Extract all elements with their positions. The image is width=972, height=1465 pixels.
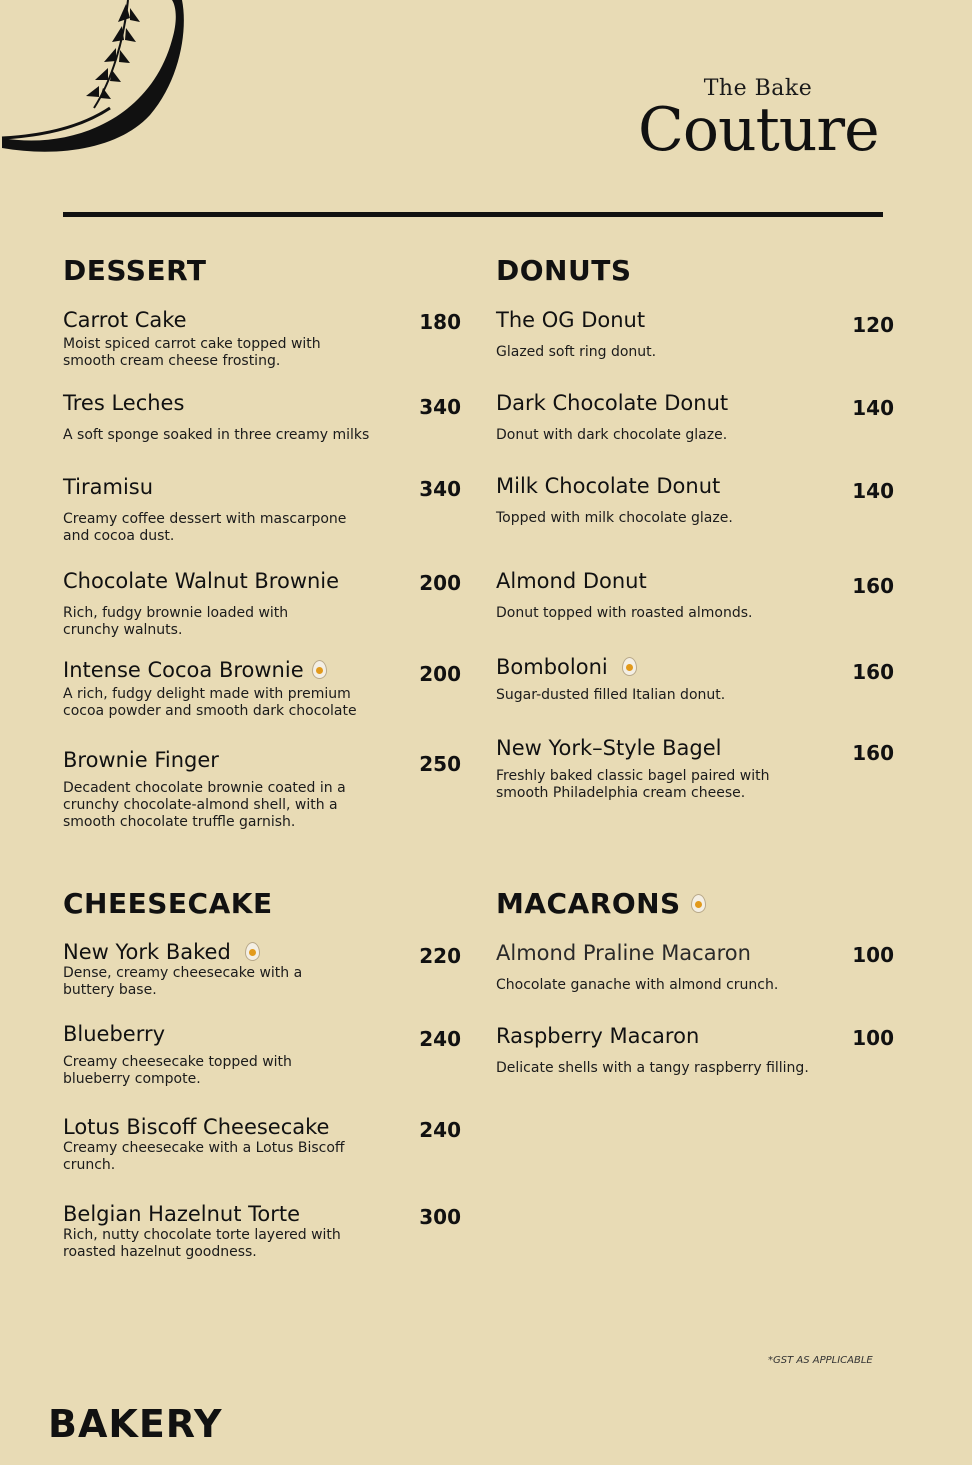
menu-item (63, 1022, 461, 1088)
item-price: 200 (419, 662, 461, 686)
section-title-cheesecake: CHEESECAKE (63, 887, 273, 920)
item-name: Almond Praline Macaron (496, 941, 751, 965)
item-price: 100 (852, 1026, 894, 1050)
menu-item (63, 658, 461, 720)
item-price: 240 (419, 1118, 461, 1142)
section-title-donuts: DONUTS (496, 254, 632, 287)
item-price: 140 (852, 396, 894, 420)
item-price: 100 (852, 943, 894, 967)
item-description: Dense, creamy cheesecake with a buttery base. (63, 965, 303, 998)
item-description: Creamy cheesecake topped with blueberry compote. (63, 1054, 292, 1087)
item-price: 340 (419, 477, 461, 501)
egg-icon (245, 942, 260, 961)
item-name: Belgian Hazelnut Torte (63, 1202, 301, 1226)
menu-item (63, 1115, 461, 1174)
item-description: A rich, fudgy delight made with premium cocoa powder and smooth dark chocolate (63, 686, 357, 719)
item-name: Lotus Biscoff Cheesecake (63, 1115, 330, 1139)
item-price: 340 (419, 395, 461, 419)
menu-item (63, 748, 461, 831)
item-name: Bomboloni (496, 655, 608, 679)
item-name-row (63, 658, 461, 682)
item-name: Tiramisu (63, 475, 154, 499)
menu-item (496, 655, 894, 704)
item-description: Donut with dark chocolate glaze. (496, 427, 728, 443)
item-name: Intense Cocoa Brownie (63, 658, 304, 682)
item-description: Rich, nutty chocolate torte layered with roasted hazelnut goodness. (63, 1227, 341, 1260)
item-name-row (496, 655, 894, 679)
item-description: Creamy coffee dessert with mascarpone and cocoa dust. (63, 511, 347, 544)
item-price: 240 (419, 1027, 461, 1051)
item-price: 200 (419, 571, 461, 595)
item-price: 180 (419, 310, 461, 334)
menu-item (63, 391, 461, 444)
item-price: 250 (419, 752, 461, 776)
menu-item (496, 391, 894, 444)
item-price: 160 (852, 574, 894, 598)
item-name: New York Baked (63, 940, 231, 964)
item-name: The OG Donut (496, 308, 646, 332)
item-price: 220 (419, 944, 461, 968)
item-description: Decadent chocolate brownie coated in a crunchy chocolate-almond shell, with a smooth chocolate truffle garnish. (63, 780, 346, 830)
item-description: Sugar-dusted filled Italian donut. (496, 687, 726, 703)
item-price: 300 (419, 1205, 461, 1229)
menu-item (496, 1024, 894, 1077)
item-description: Glazed soft ring donut. (496, 344, 657, 360)
brand-name: Couture (638, 95, 879, 165)
header-divider (63, 212, 883, 217)
item-price: 160 (852, 741, 894, 765)
menu-item (496, 569, 894, 622)
gst-note: *GST AS APPLICABLE (768, 1355, 873, 1366)
menu-item (63, 940, 461, 999)
brand-subtitle: The Bake (703, 76, 813, 101)
item-description: Topped with milk chocolate glaze. (496, 510, 733, 526)
item-description: Creamy cheesecake with a Lotus Biscoff crunch. (63, 1140, 345, 1173)
item-name: Tres Leches (63, 391, 185, 415)
section-title-macarons (496, 887, 706, 920)
menu-item (63, 569, 461, 639)
item-name: Carrot Cake (63, 308, 187, 332)
item-name: Dark Chocolate Donut (496, 391, 729, 415)
section-title-text: MACARONS (496, 887, 681, 920)
item-name-row (63, 940, 461, 964)
menu-item (496, 736, 894, 802)
item-description: A soft sponge soaked in three creamy milks (63, 427, 370, 443)
section-title-dessert: DESSERT (63, 254, 207, 287)
menu-item (496, 474, 894, 527)
category-title: BAKERY (48, 1402, 223, 1446)
menu-item (63, 308, 461, 370)
item-name: Brownie Finger (63, 748, 219, 772)
item-description: Donut topped with roasted almonds. (496, 605, 753, 621)
item-name: New York–Style Bagel (496, 736, 722, 760)
item-description: Freshly baked classic bagel paired with smooth Philadelphia cream cheese. (496, 768, 770, 801)
item-price: 120 (852, 313, 894, 337)
menu-item (63, 1202, 461, 1261)
item-price: 140 (852, 479, 894, 503)
item-description: Chocolate ganache with almond crunch. (496, 977, 779, 993)
egg-icon (312, 660, 327, 679)
item-name: Raspberry Macaron (496, 1024, 700, 1048)
item-description: Moist spiced carrot cake topped with smooth cream cheese frosting. (63, 336, 321, 369)
egg-icon (622, 657, 637, 676)
menu-item (496, 941, 894, 994)
item-name: Almond Donut (496, 569, 647, 593)
item-name: Chocolate Walnut Brownie (63, 569, 340, 593)
egg-icon (691, 894, 706, 913)
item-name: Blueberry (63, 1022, 166, 1046)
menu-item (63, 475, 461, 545)
menu-item (496, 308, 894, 361)
item-price: 160 (852, 660, 894, 684)
brand-logo (638, 76, 879, 165)
item-name: Milk Chocolate Donut (496, 474, 721, 498)
wheat-icon (0, 0, 190, 160)
item-description: Delicate shells with a tangy raspberry filling. (496, 1060, 809, 1076)
item-description: Rich, fudgy brownie loaded with crunchy walnuts. (63, 605, 289, 638)
